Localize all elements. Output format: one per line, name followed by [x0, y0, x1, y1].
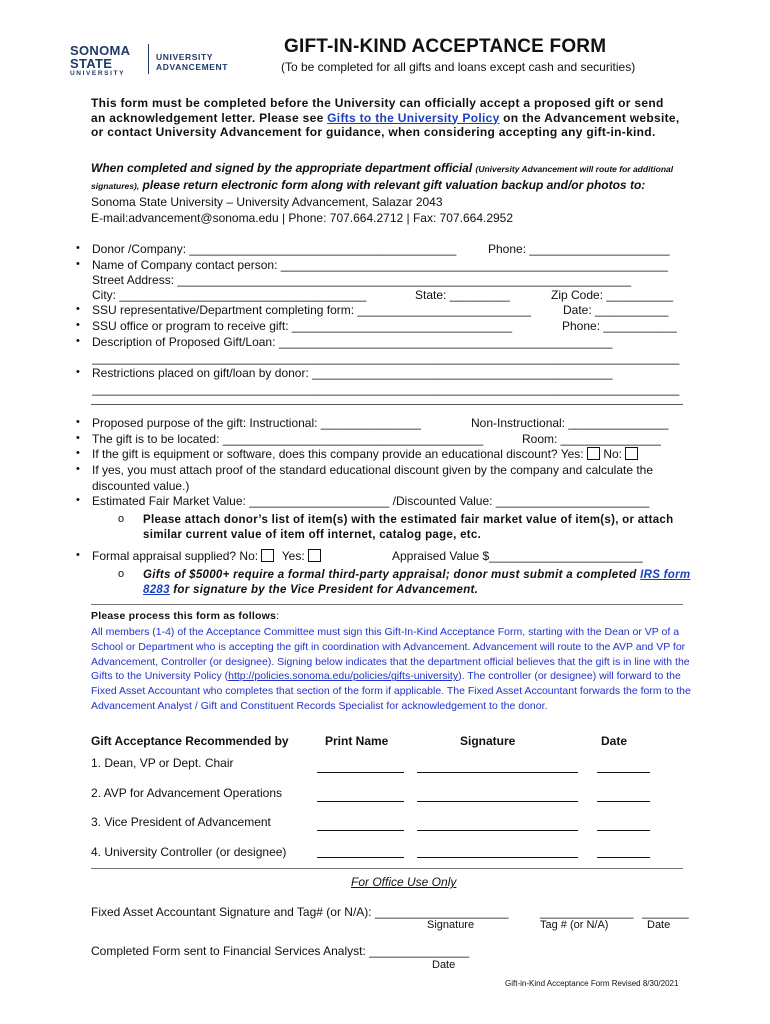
logo-unit-line-1: UNIVERSITY	[156, 52, 214, 62]
fixed-asset-date-field[interactable]: _______	[642, 905, 689, 919]
bullet-dot: •	[76, 242, 80, 254]
bullet-dot: •	[76, 432, 80, 444]
completed-form-field[interactable]: Completed Form sent to Financial Services Analyst: _______________	[91, 944, 470, 958]
appraisal-note-before: Gifts of $5000+ require a formal third-party appraisal; donor must submit a completed	[143, 569, 641, 581]
return-paren: (University Advancement will route for additional signatures),	[91, 164, 674, 191]
state-field[interactable]: State: _________	[415, 288, 510, 302]
logo-unit	[156, 52, 228, 72]
signature-line-3[interactable]	[417, 830, 578, 831]
irs-form-8283-link[interactable]: IRS form 8283	[143, 569, 691, 596]
intro-paragraph	[91, 96, 681, 140]
bullet-dot: •	[76, 416, 80, 428]
divider-line	[91, 604, 683, 605]
logo-unit-line-2: ADVANCEMENT	[156, 62, 229, 72]
process-heading	[91, 610, 279, 622]
return-address: Sonoma State University – University Advancement, Salazar 2043	[91, 195, 443, 209]
label-signature: Signature	[427, 919, 475, 931]
bullet-dot: •	[76, 319, 80, 331]
location-field[interactable]: The gift is to be located: _______________________________________	[92, 432, 484, 446]
appraisal-note-after: for signature by the Vice President for Advancement.	[169, 583, 479, 596]
return-contact: E-mail:advancement@sonoma.edu | Phone: 707.664.2712 | Fax: 707.664.2952	[91, 211, 514, 225]
form-title: GIFT-IN-KIND ACCEPTANCE FORM	[284, 36, 607, 57]
print-name-line-1[interactable]	[317, 772, 404, 773]
tag-number-field[interactable]: ______________	[540, 905, 634, 919]
policy-url-link[interactable]: http://policies.sonoma.edu/policies/gifts-university	[228, 670, 459, 683]
signature-line-4[interactable]	[417, 857, 578, 858]
logo-divider	[148, 44, 149, 74]
description-field[interactable]: Description of Proposed Gift/Loan: __________________________________________________	[92, 335, 613, 349]
header-recommended-by: Gift Acceptance Recommended by	[91, 734, 289, 748]
logo-wordmark	[70, 44, 140, 78]
date-line-4[interactable]	[597, 857, 650, 858]
office-phone-field[interactable]: Phone: ___________	[562, 319, 677, 333]
signer-row-3: 3. Vice President of Advancement	[91, 815, 271, 829]
signature-line-1[interactable]	[417, 772, 578, 773]
equipment-question	[92, 447, 638, 461]
street-field[interactable]: Street Address: ____________________________________________________________________	[92, 273, 632, 287]
process-body-before: All members (1-4) of the Acceptance Committee must sign this Gift-In-Kind Acceptance Form, starting with the Dean or VP of a School or Department who is accepting the gift in coordination with Advancement. Advancement will route to the AVP and VP for Advancement, Controller (or designee). Signing below indicates that the department official believes that the gift is in line with the Gifts to the University Policy (	[91, 626, 690, 683]
bullet-dot: •	[76, 303, 80, 315]
city-field[interactable]: City: _____________________________________	[92, 288, 367, 302]
restrictions-field-cont[interactable]: ________________________________________________________________________________________	[92, 382, 680, 396]
bullet-dot: •	[76, 447, 80, 459]
appraisal-question-text: Formal appraisal supplied? No:	[92, 549, 259, 563]
divider-line	[91, 868, 683, 869]
zip-field[interactable]: Zip Code: __________	[551, 288, 674, 302]
donor-field[interactable]: Donor /Company: ________________________________________	[92, 242, 457, 256]
process-body	[91, 625, 691, 714]
room-field[interactable]: Room: _______________	[522, 432, 661, 446]
equipment-question-text: If the gift is equipment or software, does this company provide an educational discount? Yes:	[92, 447, 584, 461]
restrictions-field[interactable]: Restrictions placed on gift/loan by donor: _____________________________________________	[92, 366, 613, 380]
proof-note: If yes, you must attach proof of the standard educational discount given by the company and calculate the discounted value.)	[92, 463, 654, 493]
print-name-line-2[interactable]	[317, 801, 404, 802]
attach-list-note: Please attach donor’s list of item(s) with the estimated fair market value of item(s), or attach similar current value of item off internet, catalog page, etc.	[143, 514, 674, 541]
signer-row-4: 4. University Controller (or designee)	[91, 845, 287, 859]
signer-row-2: 2. AVP for Advancement Operations	[91, 786, 283, 800]
intro-text-after: on the Advancement website, or contact University Advancement for guidance, when considering accepting any gift-in-kind.	[91, 110, 680, 139]
appraisal-note	[143, 568, 691, 597]
appraisal-yes-label: Yes:	[281, 549, 305, 563]
print-name-line-4[interactable]	[317, 857, 404, 858]
print-name-line-3[interactable]	[317, 830, 404, 831]
bullet-dot: •	[76, 549, 80, 561]
date-line-1[interactable]	[597, 772, 650, 773]
label-date-2: Date	[432, 959, 456, 971]
date-line-3[interactable]	[597, 830, 650, 831]
signer-row-1: 1. Dean, VP or Dept. Chair	[91, 756, 234, 770]
bullet-dot: •	[76, 463, 80, 475]
gifts-policy-link[interactable]: Gifts to the University Policy	[327, 110, 500, 125]
revision-footer: Gift-in-Kind Acceptance Form Revised 8/30/2021	[505, 979, 679, 988]
contact-person-field[interactable]: Name of Company contact person: __________________________________________________________	[92, 258, 668, 272]
appraisal-no-checkbox[interactable]	[261, 549, 274, 562]
phone-field[interactable]: Phone: _____________________	[488, 242, 670, 256]
bullet-dot: •	[76, 494, 80, 506]
bullet-circle: o	[118, 568, 125, 580]
sonoma-state-logo	[70, 44, 240, 80]
bullet-circle: o	[118, 513, 125, 525]
date-line-2[interactable]	[597, 801, 650, 802]
header-date: Date	[601, 734, 628, 748]
fixed-asset-field[interactable]: Fixed Asset Accountant Signature and Tag# (or N/A): ____________________	[91, 905, 509, 919]
process-heading-text: Please process this form as follows	[91, 610, 276, 622]
return-lead-2: please return electronic form along with relevant gift valuation backup and/or photos to:	[142, 178, 646, 192]
ssu-rep-field[interactable]: SSU representative/Department completing form: __________________________	[92, 303, 531, 317]
bullet-dot: •	[76, 258, 80, 270]
intro-text-before: This form must be completed before the University can officially accept a proposed gift or send an acknowledgement letter. Please see	[91, 96, 664, 125]
bullet-dot: •	[76, 335, 80, 347]
purpose-field[interactable]: Proposed purpose of the gift: Instructional: _______________	[92, 416, 421, 430]
return-lead: When completed and signed by the appropriate department official	[91, 161, 473, 175]
appraisal-question	[92, 549, 321, 563]
appraised-value-field[interactable]: Appraised Value $_______________________	[392, 549, 643, 563]
description-field-cont[interactable]: ________________________________________________________________________________________	[92, 351, 680, 365]
fmv-field[interactable]: Estimated Fair Market Value: _____________________ /Discounted Value: _______________________	[92, 494, 650, 508]
appraisal-yes-checkbox[interactable]	[308, 549, 321, 562]
process-body-after: ). The controller (or designee) will forward to the Fixed Asset Accountant who completes that section of the form if applicable. The Fixed Asset Accountant forwards the form to the Advancement Analyst / Gift and Constituent Records Specialist for acknowledgement to the donor.	[91, 670, 691, 712]
process-heading-colon: :	[275, 610, 280, 622]
return-instructions	[91, 160, 691, 226]
date-field[interactable]: Date: ___________	[563, 303, 669, 317]
discount-no-label: No:	[603, 447, 623, 461]
form-subtitle: (To be completed for all gifts and loans except cash and securities)	[281, 60, 636, 74]
divider-line	[91, 404, 683, 405]
label-tag: Tag # (or N/A)	[540, 919, 609, 931]
signature-line-2[interactable]	[417, 801, 578, 802]
office-use-heading: For Office Use Only	[351, 875, 457, 889]
logo-line-3: UNIVERSITY	[70, 70, 126, 77]
ssu-office-field[interactable]: SSU office or program to receive gift: _________________________________	[92, 319, 513, 333]
logo-line-1: SONOMA	[70, 43, 131, 58]
discount-no-checkbox[interactable]	[625, 447, 638, 460]
logo-line-2: STATE	[70, 56, 113, 71]
bullet-dot: •	[76, 366, 80, 378]
label-date: Date	[647, 919, 671, 931]
non-instructional-field[interactable]: Non-Instructional: _______________	[471, 416, 669, 430]
header-print-name: Print Name	[325, 734, 389, 748]
header-signature: Signature	[460, 734, 516, 748]
discount-yes-checkbox[interactable]	[587, 447, 600, 460]
